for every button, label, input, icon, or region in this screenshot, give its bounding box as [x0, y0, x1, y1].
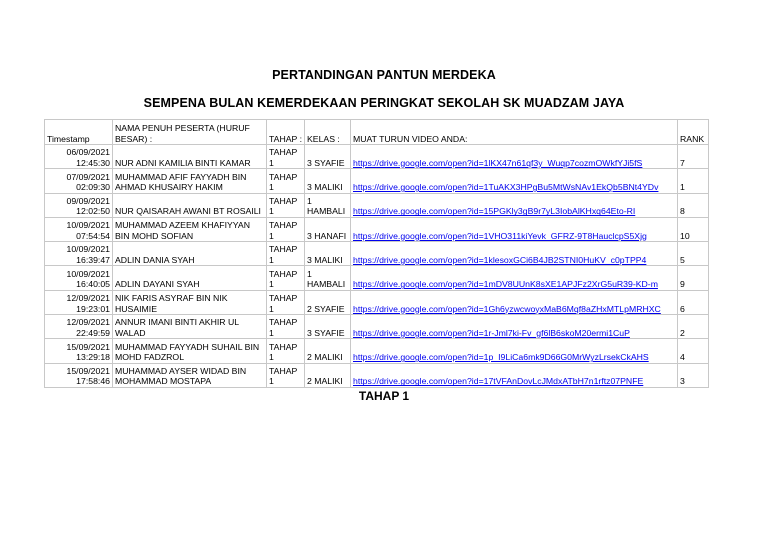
cell-kelas: 2 SYAFIE: [305, 290, 351, 314]
cell-rank: 3: [678, 363, 709, 387]
cell-video: [351, 169, 678, 193]
video-link[interactable]: https://drive.google.com/open?id=1TuAKX3HPgBu5MtWsNAv1EkQb5BNt4YDv: [353, 182, 659, 193]
table-row: [45, 193, 709, 217]
cell-date: 10/09/2021: [66, 220, 110, 231]
table-row: [45, 339, 709, 363]
cell-date: 07/09/2021: [66, 171, 110, 182]
cell-kelas: 3 HANAFI: [305, 217, 351, 241]
cell-tahap: TAHAP 1: [267, 193, 305, 217]
header-kelas: KELAS :: [305, 120, 351, 145]
video-link[interactable]: https://drive.google.com/open?id=1mDV8UUnK8sXE1APJFz2XrG5uR39-KD-m: [353, 279, 658, 290]
cell-name: ADLIN DANIA SYAH: [113, 242, 267, 266]
cell-rank: 2: [678, 315, 709, 339]
video-link[interactable]: https://drive.google.com/open?id=17tVFAnDovLcJMdxATbH7n1rftz07PNFE: [353, 376, 644, 387]
video-link[interactable]: https://drive.google.com/open?id=1r-Jml7ki-Fv_gf6lB6skoM20ermi1CuP: [353, 327, 630, 338]
cell-kelas: 2 MALIKI: [305, 339, 351, 363]
cell-kelas: 3 SYAFIE: [305, 145, 351, 169]
table-row: [45, 363, 709, 387]
cell-date: 12/09/2021: [66, 293, 110, 304]
cell-video: [351, 315, 678, 339]
cell-kelas: 3 SYAFIE: [305, 315, 351, 339]
cell-time: 12:45:30: [76, 157, 110, 168]
cell-tahap: TAHAP 1: [267, 290, 305, 314]
cell-rank: 1: [678, 169, 709, 193]
cell-video: [351, 242, 678, 266]
cell-timestamp: [45, 266, 113, 290]
cell-video: [351, 363, 678, 387]
table-row: [45, 169, 709, 193]
sheet-footer-label: TAHAP 1: [358, 389, 410, 403]
cell-timestamp: [45, 290, 113, 314]
cell-time: 13:29:18: [76, 352, 110, 363]
cell-rank: 7: [678, 145, 709, 169]
cell-tahap: TAHAP 1: [267, 217, 305, 241]
cell-kelas: 1 HAMBALI: [305, 193, 351, 217]
table-header-row: [45, 120, 709, 145]
video-link[interactable]: https://drive.google.com/open?id=1Gh6yzwcwoyxMaB6Mqf8aZHxMTLpMRHXC: [353, 303, 661, 314]
cell-rank: 10: [678, 217, 709, 241]
cell-timestamp: [45, 193, 113, 217]
cell-date: 12/09/2021: [66, 317, 110, 328]
cell-time: 17:58:46: [76, 376, 110, 387]
header-rank: RANK: [678, 120, 709, 145]
cell-tahap: TAHAP 1: [267, 145, 305, 169]
cell-kelas: 3 MALIKI: [305, 169, 351, 193]
video-link[interactable]: https://drive.google.com/open?id=1VHO311kiYevk_GFRZ-9T8HauclcpS5Xjg: [353, 230, 647, 241]
cell-kelas: 2 MALIKI: [305, 363, 351, 387]
cell-timestamp: [45, 145, 113, 169]
table-row: [45, 217, 709, 241]
cell-tahap: TAHAP 1: [267, 169, 305, 193]
cell-name: MUHAMMAD AYSER WIDAD BIN MOHAMMAD MOSTAPA: [113, 363, 267, 387]
cell-time: 12:02:50: [76, 206, 110, 217]
cell-time: 16:40:05: [76, 279, 110, 290]
cell-time: 22:49:59: [76, 327, 110, 338]
cell-timestamp: [45, 315, 113, 339]
table-row: [45, 290, 709, 314]
video-link[interactable]: https://drive.google.com/open?id=1p_I9LiCa6mk9D66G0MrWyzLrsekCkAHS: [353, 352, 649, 363]
table-row: [45, 145, 709, 169]
cell-name: MUHAMMAD AFIF FAYYADH BIN AHMAD KHUSAIRY HAKIM: [113, 169, 267, 193]
cell-date: 06/09/2021: [66, 147, 110, 158]
cell-video: [351, 266, 678, 290]
cell-name: NUR ADNI KAMILIA BINTI KAMAR: [113, 145, 267, 169]
cell-time: 16:39:47: [76, 254, 110, 265]
cell-time: 02:09:30: [76, 182, 110, 193]
cell-tahap: TAHAP 1: [267, 242, 305, 266]
cell-kelas: 1 HAMBALI: [305, 266, 351, 290]
cell-time: 19:23:01: [76, 303, 110, 314]
cell-tahap: TAHAP 1: [267, 339, 305, 363]
header-tahap: TAHAP :: [267, 120, 305, 145]
cell-timestamp: [45, 217, 113, 241]
document-subtitle: SEMPENA BULAN KEMERDEKAAN PERINGKAT SEKOLAH SK MUADZAM JAYA: [143, 96, 625, 110]
video-link[interactable]: https://drive.google.com/open?id=15PGKly3gB9r7yL3IobAlKHxq64Eto-RI: [353, 206, 636, 217]
cell-name: MUHAMMAD AZEEM KHAFIYYAN BIN MOHD SOFIAN: [113, 217, 267, 241]
cell-time: 07:54:54: [76, 230, 110, 241]
header-video: MUAT TURUN VIDEO ANDA:: [351, 120, 678, 145]
cell-name: ANNUR IMANI BINTI AKHIR UL WALAD: [113, 315, 267, 339]
cell-video: [351, 290, 678, 314]
participants-table: [44, 119, 709, 388]
cell-date: 10/09/2021: [66, 268, 110, 279]
cell-rank: 8: [678, 193, 709, 217]
cell-rank: 6: [678, 290, 709, 314]
cell-timestamp: [45, 242, 113, 266]
cell-timestamp: [45, 169, 113, 193]
table-row: [45, 315, 709, 339]
cell-timestamp: [45, 363, 113, 387]
cell-name: NUR QAISARAH AWANI BT ROSAILI: [113, 193, 267, 217]
cell-name: MUHAMMAD FAYYADH SUHAIL BIN MOHD FADZROL: [113, 339, 267, 363]
cell-date: 15/09/2021: [66, 365, 110, 376]
cell-date: 09/09/2021: [66, 195, 110, 206]
cell-timestamp: [45, 339, 113, 363]
cell-video: [351, 217, 678, 241]
video-link[interactable]: https://drive.google.com/open?id=1lKX47n61qf3y_Wuqp7cozmOWkfYJi5fS: [353, 157, 643, 168]
video-link[interactable]: https://drive.google.com/open?id=1klesoxGCi6B4JB2STNI0HuKV_c0pTPP4: [353, 254, 647, 265]
cell-tahap: TAHAP 1: [267, 266, 305, 290]
header-name: NAMA PENUH PESERTA (HURUF BESAR) :: [113, 120, 267, 145]
cell-date: 15/09/2021: [66, 341, 110, 352]
cell-name: ADLIN DAYANI SYAH: [113, 266, 267, 290]
cell-video: [351, 193, 678, 217]
cell-rank: 5: [678, 242, 709, 266]
cell-rank: 9: [678, 266, 709, 290]
cell-rank: 4: [678, 339, 709, 363]
cell-tahap: TAHAP 1: [267, 363, 305, 387]
cell-video: [351, 145, 678, 169]
table-row: [45, 242, 709, 266]
cell-tahap: TAHAP 1: [267, 315, 305, 339]
cell-name: NIK FARIS ASYRAF BIN NIK HUSAIMIE: [113, 290, 267, 314]
cell-date: 10/09/2021: [66, 244, 110, 255]
header-timestamp: Timestamp: [45, 120, 113, 145]
document-title: PERTANDINGAN PANTUN MERDEKA: [272, 68, 496, 82]
table-row: [45, 266, 709, 290]
cell-video: [351, 339, 678, 363]
cell-kelas: 3 MALIKI: [305, 242, 351, 266]
